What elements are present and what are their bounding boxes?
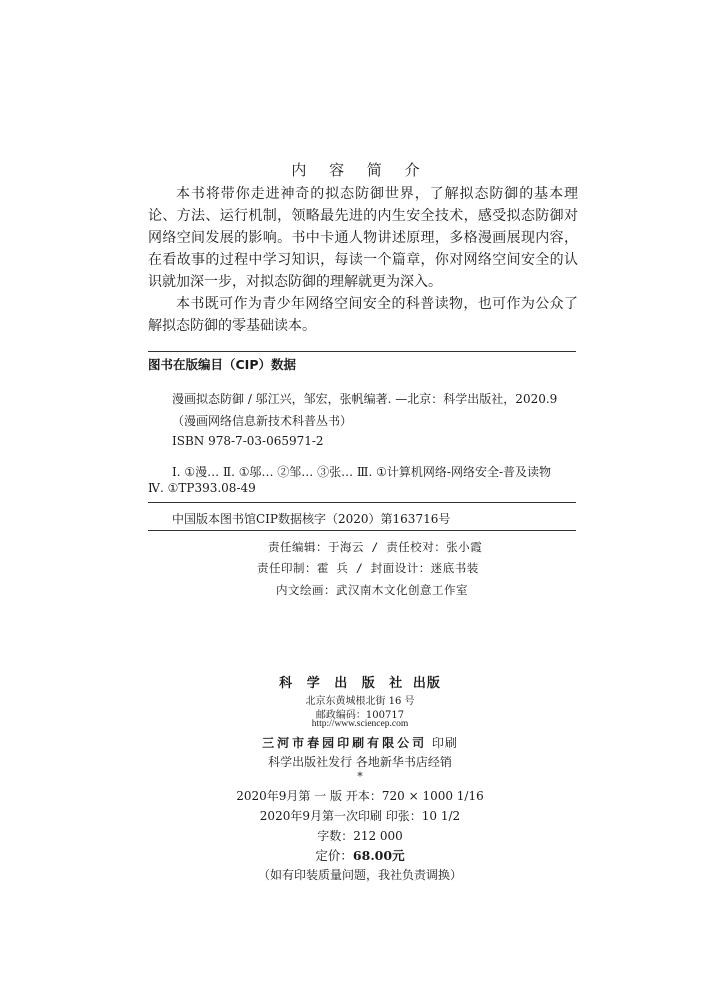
cip-isbn-line: ISBN 978-7-03-065971-2 xyxy=(172,434,324,448)
word-count: 字数：212 000 xyxy=(317,829,403,843)
cip-middle-rule xyxy=(148,502,576,503)
intro-title: 内 容 简 介 xyxy=(291,161,429,179)
publisher-address: 北京东黄城根北街 16 号 xyxy=(305,696,415,707)
printer-line xyxy=(0,734,720,751)
price-label: 定价： xyxy=(315,848,353,863)
intro-body xyxy=(148,183,578,337)
credit-editors: 责任编辑：于海云 / 责任校对：张小霞 xyxy=(268,540,483,554)
cip-classification-line: Ⅳ. ①TP393.08-49 xyxy=(148,481,256,495)
cip-record-number: 中国版本图书馆CIP数据核字（2020）第163716号 xyxy=(172,512,451,526)
postal-code: 邮政编码：100717 xyxy=(315,710,405,721)
credit-illustration: 内文绘画：武汉南木文化创意工作室 xyxy=(276,583,468,597)
publisher-website: http://www.sciencep.com xyxy=(311,719,409,729)
intro-paragraph-1: 本书将带你走进神奇的拟态防御世界，了解拟态防御的基本理论、方法、运行机制，领略最先进的内生安全技术，感受拟态防御对网络空间发展的影响。书中卡通人物讲述原理，多格漫画展现内容，在看故事的过程中学习知识，每读一个篇章，你对网络空间安全的认识就加深一步，对拟态防御的理解就更为深入。 xyxy=(148,186,578,290)
cip-subject-line: Ⅰ. ①漫… Ⅱ. ①邬… ②邹… ③张… Ⅲ. ①计算机网络-网络安全-普及读物 xyxy=(172,465,551,479)
printer-suffix: 印刷 xyxy=(431,736,458,750)
publisher-name: 科 学 出 版 社 xyxy=(279,676,408,691)
credit-production: 责任印制：霍 兵 / 封面设计：迷底书装 xyxy=(257,561,479,575)
cip-bottom-rule xyxy=(148,530,576,531)
price-value: 68.00元 xyxy=(352,848,405,863)
cip-series-line: （漫画网络信息新技术科普丛书） xyxy=(172,414,353,428)
printing-line: 2020年9月第一次印刷 印张：10 1/2 xyxy=(259,809,461,823)
printer-name: 三河市春园印刷有限公司 xyxy=(262,736,428,750)
publisher-line xyxy=(0,672,720,691)
cip-top-rule xyxy=(148,351,576,352)
separator-star: * xyxy=(357,770,363,783)
intro-paragraph-2: 本书既可作为青少年网络空间安全的科普读物，也可作为公众了解拟态防御的零基础读本。 xyxy=(148,296,578,334)
quality-note: （如有印装质量问题，我社负责调换） xyxy=(257,868,462,882)
cip-heading: 图书在版编目（CIP）数据 xyxy=(148,357,296,372)
price-line xyxy=(0,846,720,864)
distribution-line: 科学出版社发行 各地新华书店经销 xyxy=(268,755,452,769)
edition-line: 2020年9月第 一 版 开本：720 × 1000 1/16 xyxy=(236,789,484,803)
publisher-suffix: 出版 xyxy=(412,676,441,691)
cip-title-line: 漫画拟态防御 / 邬江兴，邹宏，张帆编著. —北京：科学出版社，2020.9 xyxy=(172,392,558,406)
